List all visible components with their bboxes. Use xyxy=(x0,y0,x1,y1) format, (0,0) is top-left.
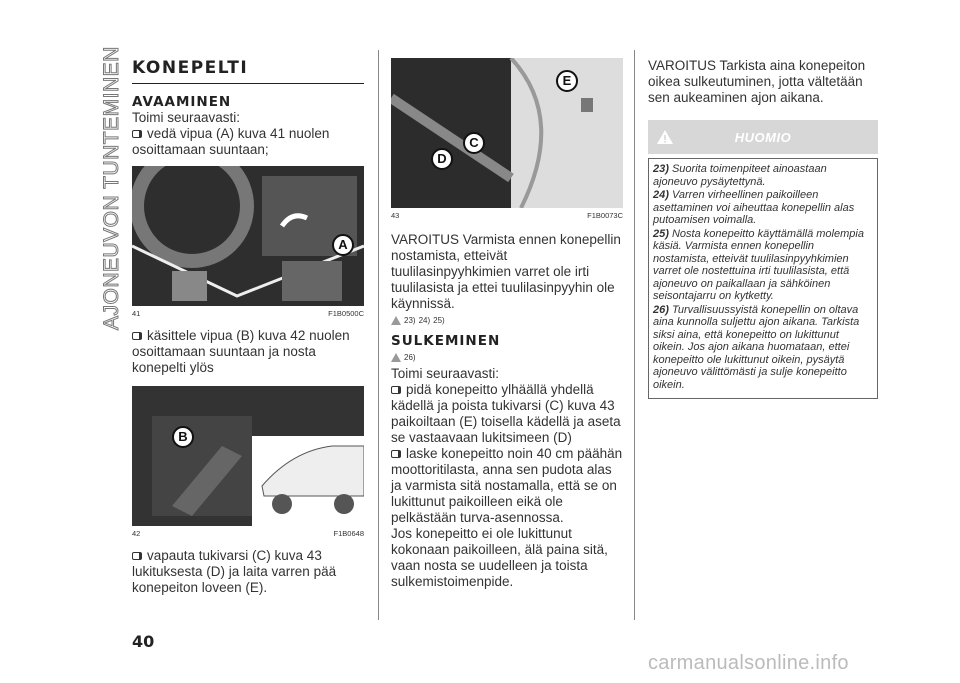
callout-d: D xyxy=(431,148,453,170)
figure-number: 41 xyxy=(132,309,141,318)
heading-rule xyxy=(132,83,364,84)
figure-41-illustration xyxy=(132,166,364,306)
warning-text: VAROITUS Tarkista aina konepeiton oikea sulkeutuminen, jotta vältetään sen aukeaminen ajon aikana. xyxy=(648,58,866,105)
note-box xyxy=(648,158,878,399)
note-references xyxy=(391,353,623,362)
subheading-opening: AVAAMINEN xyxy=(132,94,232,110)
column-divider xyxy=(378,50,379,620)
figure-code: F1B0073C xyxy=(587,211,623,220)
figure-number: 43 xyxy=(391,211,400,220)
page-number: 40 xyxy=(132,632,155,651)
column-3 xyxy=(648,0,878,399)
figure-42-illustration xyxy=(132,386,364,526)
side-tab xyxy=(70,40,123,340)
subheading-closing: SULKEMINEN xyxy=(391,333,501,349)
intro-text: Toimi seuraavasti: xyxy=(132,110,241,125)
figure-caption xyxy=(132,529,364,538)
paragraph-text: Jos konepeitto ei ole lukittunut kokonaan paikoilleen, älä paina sitä, vaan nosta se uudelleen ja toista sulkemistoimenpide. xyxy=(391,526,608,589)
note-ref: 24) xyxy=(418,316,431,325)
figure-caption xyxy=(391,211,623,220)
note-references xyxy=(391,316,623,325)
figure-43 xyxy=(391,58,623,208)
callout-a: A xyxy=(332,234,354,256)
figure-code: F1B0648 xyxy=(333,529,364,538)
note-item: 26) Turvallisuussyistä konepellin on oltava aina kunnolla suljettu ajon aikana. Tarkista siksi aina, että konepeitto on lukittunut oikein. Jos ajon aikana huomataan, ettei konepeitto ole lukittunut oikein, pysäytä ajoneuvo välittömästi ja sulje konepeitto oikein. xyxy=(653,303,860,391)
figure-43-illustration xyxy=(391,58,623,208)
warning-triangle-icon xyxy=(391,316,401,325)
note-item: 23) Suorita toimenpiteet ainoastaan ajoneuvo pysäytettynä. xyxy=(653,163,827,188)
callout-c: C xyxy=(463,132,485,154)
warning-triangle-icon xyxy=(391,353,401,362)
column-1 xyxy=(132,0,364,596)
column-2 xyxy=(391,0,623,590)
note-item: 25) Nosta konepeitto käyttämällä molempia käsiä. Varmista ennen konepellin nostamista, etteivät tuulilasinpyyhkimien varret ole nostettuina irti tuulilasista, että ajoneuvo on paikallaan ja sähköinen seisontajarru on kytketty. xyxy=(653,227,864,302)
note-header xyxy=(648,120,878,154)
step-text: pidä konepeitto ylhäällä yhdellä kädellä ja poista tukivarsi (C) kuva 43 paikoiltaan (E) toisella kädellä ja aseta se vastaavaan lukitsimeen (D) xyxy=(391,382,623,446)
figure-code: F1B0500C xyxy=(328,309,364,318)
callout-e: E xyxy=(556,70,578,92)
step-text: laske konepeitto noin 40 cm päähän moottoritilasta, anna sen pudota alas ja varmista sitä nostamalla, että se on lukittunut paikoilleen eikä ole pelkästään turva-asennossa. xyxy=(391,446,623,525)
warning-text: VAROITUS Varmista ennen konepellin nostamista, etteivät tuulilasinpyyhkimien varret ole irti tuulilasista ja ettei tuulilasinpyyhin ole käynnissä. xyxy=(391,232,621,311)
note-ref: 25) xyxy=(433,316,445,325)
column-divider xyxy=(634,50,635,620)
figure-caption xyxy=(132,309,364,318)
intro-text: Toimi seuraavasti: xyxy=(391,366,500,381)
figure-42 xyxy=(132,386,364,526)
figure-number: 42 xyxy=(132,529,141,538)
watermark: carmanualsonline.info xyxy=(648,652,849,674)
step-text: vapauta tukivarsi (C) kuva 43 lukituksesta (D) ja laita varren pää konepeiton loveen (E). xyxy=(132,548,364,596)
note-title: HUOMIO xyxy=(734,130,792,145)
section-heading: KONEPELTI xyxy=(132,58,249,78)
note-ref: 23) xyxy=(404,316,416,325)
step-text: vedä vipua (A) kuva 41 nuolen osoittamaan suuntaan; xyxy=(132,126,364,158)
note-item: 24) Varren virheellinen paikoilleen asettaminen voi aiheuttaa konepellin alas putoamisen voimalla. xyxy=(653,189,855,226)
figure-41 xyxy=(132,166,364,306)
section-tab-label: AJONEUVON TUNTEMINEN xyxy=(100,46,123,330)
step-text: käsittele vipua (B) kuva 42 nuolen osoittamaan suuntaan ja nosta konepelti ylös xyxy=(132,328,364,376)
note-ref: 26) xyxy=(404,353,416,362)
callout-b: B xyxy=(172,426,194,448)
